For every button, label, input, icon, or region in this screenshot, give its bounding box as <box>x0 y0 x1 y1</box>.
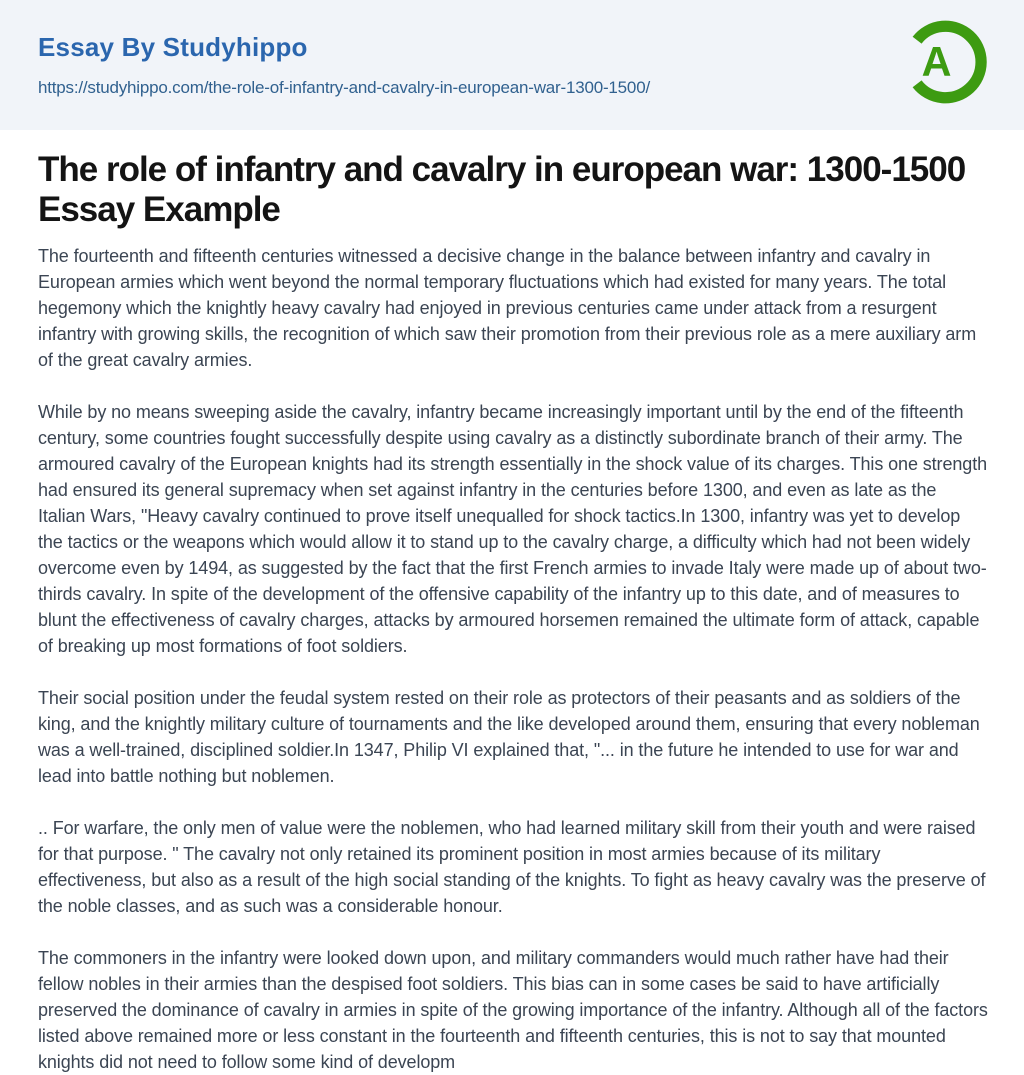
page-header <box>0 0 1024 130</box>
essay-paragraph-5: The commoners in the infantry were looked down upon, and military commanders would much rather have had their fellow nobles in their armies than the despised foot soldiers. This bias can in some cases be said to have artificially preserved the dominance of cavalry in armies in spite of the growing importance of the infantry. Although all of the factors listed above remained more or less constant in the fourteenth and fifteenth centuries, this is not to say that mounted knights did not need to follow some kind of developm <box>38 948 988 1072</box>
essay-paragraph-4: .. For warfare, the only men of value were the noblemen, who had learned military skill from their youth and were raised for that purpose. " The cavalry not only retained its prominent position in most armies because of its military effectiveness, but also as a result of the high social standing of the knights. To fight as heavy cavalry was the preserve of the noble classes, and as such was a considerable honour. <box>38 818 986 916</box>
essay-title: The role of infantry and cavalry in european war: 1300-1500 Essay Example <box>38 150 966 229</box>
essay-url-link[interactable]: https://studyhippo.com/the-role-of-infantry-and-cavalry-in-european-war-1300-1500/ <box>38 78 650 97</box>
header-text-block <box>38 32 650 98</box>
essay-paragraph-1: The fourteenth and fifteenth centuries witnessed a decisive change in the balance between infantry and cavalry in European armies which went beyond the normal temporary fluctuations which had existed for many years. The total hegemony which the knightly heavy cavalry had enjoyed in previous centuries came under attack from a resurgent infantry with growing skills, the recognition of which saw their promotion from their previous role as a mere auxiliary arm of the great cavalry armies. <box>38 246 977 370</box>
logo-arc-icon <box>898 15 992 109</box>
essay-paragraph-3: Their social position under the feudal system rested on their role as protectors of their peasants and as soldiers of the king, and the knightly military culture of tournaments and the like developed around them, ensuring that every nobleman was a well-trained, disciplined soldier.In 1347, Philip VI explained that, "... in the future he intended to use for war and lead into battle nothing but noblemen. <box>38 688 980 786</box>
logo-letter: A <box>921 39 952 86</box>
essay-content <box>0 130 1024 1075</box>
studyhippo-logo <box>898 15 992 109</box>
byline: Essay By Studyhippo <box>38 32 308 62</box>
essay-paragraph-2: While by no means sweeping aside the cavalry, infantry became increasingly important until by the end of the fifteenth century, some countries fought successfully despite using cavalry as a distinctly subordinate branch of their army. The armoured cavalry of the European knights had its strength essentially in the shock value of its charges. This one strength had ensured its general supremacy when set against infantry in the centuries before 1300, and even as late as the Italian Wars, "Heavy cavalry continued to prove itself unequalled for shock tactics.In 1300, infantry was yet to develop the tactics or the weapons which would allow it to stand up to the cavalry charge, a difficulty which had not been widely overcome even by 1494, as suggested by the fact that the first French armies to invade Italy were made up of about two-thirds cavalry. In spite of the development of the offensive capability of the infantry up to this date, and of measures to blunt the effectiveness of cavalry charges, attacks by armoured horsemen remained the ultimate form of attack, capable of breaking up most formations of foot soldiers. <box>38 402 987 656</box>
